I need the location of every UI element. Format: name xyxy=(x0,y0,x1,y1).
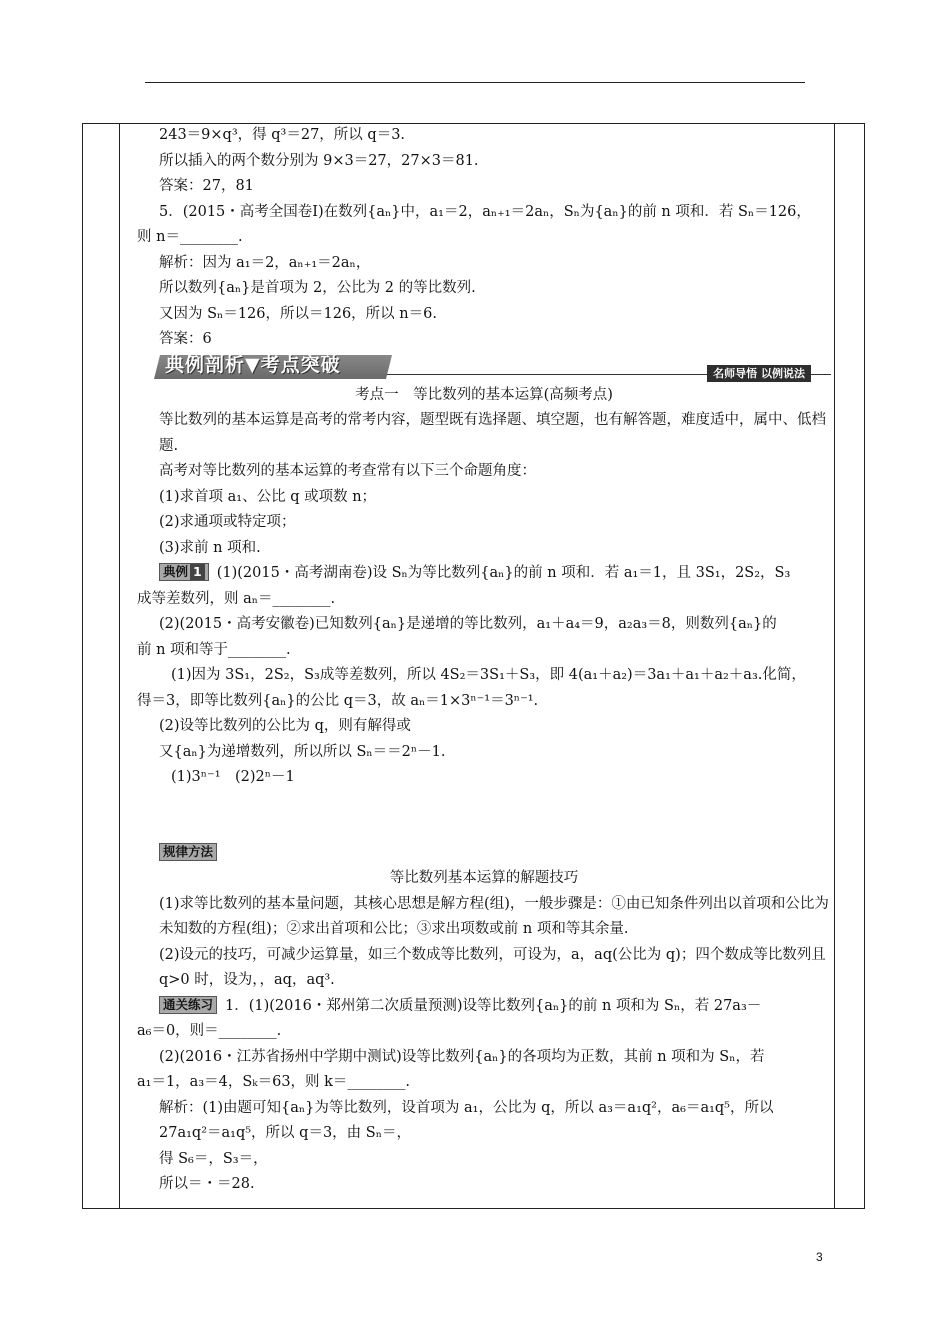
solution-line: (2)设等比数列的公比为 q，则有解得或 xyxy=(159,718,411,734)
practice-solution: 得 S₆＝，S₃＝， xyxy=(159,1150,268,1167)
practice-tag: 通关练习 xyxy=(159,996,217,1014)
text-line: 成等差数列，则 aₙ＝________. xyxy=(137,590,336,607)
text-line: a₁＝1，a₃＝4，Sₖ＝63，则 k＝________. xyxy=(137,1074,411,1090)
angle-item: (2)求通项或特定项； xyxy=(159,514,296,530)
table-left-column-line xyxy=(119,123,120,1209)
method-tag-line xyxy=(137,841,831,867)
problem-5-cont: 则 n＝________. xyxy=(137,229,243,245)
example-answer: (1)3ⁿ⁻¹ (2)2ⁿ－1 xyxy=(171,769,295,785)
method-paragraph: (2)设元的技巧，可减少运算量，如三个数成等比数列，可设为，a，aq(公比为 q)；四个数成等比数列且 q>0 时，设为，，aq，aq³. xyxy=(159,946,826,988)
example-tag-number: 1 xyxy=(190,564,205,580)
spacer xyxy=(137,791,831,841)
section-banner xyxy=(137,355,831,381)
text-line: 解析：因为 a₁＝2，aₙ₊₁＝2aₙ， xyxy=(159,254,371,271)
text-line: 答案：6 xyxy=(159,331,212,347)
method-tag: 规律方法 xyxy=(159,843,217,861)
solution-line: (1)因为 3S₁，2S₂，S₃成等差数列，所以 4S₂＝3S₁＋S₃，即 4(a₁＋a₂)＝3a₁＋a₁＋a₂＋a₃.化简， xyxy=(171,667,806,683)
method-title: 等比数列基本运算的解题技巧 xyxy=(389,870,579,886)
text-line: a₆＝0，则＝________. xyxy=(137,1023,282,1039)
solution-line: 得＝3，即等比数列{aₙ}的公比 q＝3，故 aₙ＝1×3ⁿ⁻¹＝3ⁿ⁻¹. xyxy=(137,692,539,709)
table-right-column-line xyxy=(834,123,835,1209)
header-rule xyxy=(145,82,805,83)
text-line: 所以数列{aₙ}是首项为 2，公比为 2 的等比数列. xyxy=(159,280,476,296)
example-q1-text: (1)(2015・高考湖南卷)设 Sₙ为等比数列{aₙ}的前 n 项和．若 a₁＝1，且 3S₁，2S₂，S₃ xyxy=(216,565,791,581)
practice-question-2: (2)(2016・江苏省扬州中学期中测试)设等比数列{aₙ}的各项均为正数，其前 n 项和为 Sₙ，若 xyxy=(159,1048,765,1065)
practice-solution: 解析：(1)由题可知{aₙ}为等比数列，设首项为 a₁，公比为 q，所以 a₃＝a₁q²，a₆＝a₁q⁵，所以 xyxy=(159,1099,774,1116)
page-number: 3 xyxy=(816,1250,823,1264)
text-line: 又因为 Sₙ＝126，所以＝126，所以 n＝6. xyxy=(159,305,437,322)
practice-q1-text: 1．(1)(2016・郑州第二次质量预测)设等比数列{aₙ}的前 n 项和为 Sₙ，若 27a₃－ xyxy=(225,997,762,1014)
section-intro: 等比数列的基本运算是高考的常考内容，题型既有选择题、填空题，也有解答题，难度适中，属中、低档题. xyxy=(159,412,826,454)
practice-solution: 27a₁q²＝a₁q⁵，所以 q＝3，由 Sₙ＝， xyxy=(159,1125,411,1141)
example-tag-label: 典例 xyxy=(163,564,189,579)
text-line: 答案：27，81 xyxy=(159,178,254,194)
angle-item: (3)求前 n 项和. xyxy=(159,539,261,556)
text-line: 243＝9×q³，得 q³＝27，所以 q＝3. xyxy=(159,127,406,143)
banner-subtitle: 名师导悟 以例说法 xyxy=(707,365,811,382)
text-line: 高考对等比数列的基本运算的考查常有以下三个命题角度： xyxy=(159,463,536,479)
method-paragraph: (1)求等比数列的基本量问题，其核心思想是解方程(组)，一般步骤是：①由已知条件列出以首项和公比为未知数的方程(组)；②求出首项和公比；③求出项数或前 n 项和等其余量. xyxy=(159,895,829,937)
angle-item: (1)求首项 a₁、公比 q 或项数 n； xyxy=(159,488,377,505)
text-line: 前 n 项和等于________. xyxy=(137,641,291,658)
section-heading: 考点一 等比数列的基本运算(高频考点) xyxy=(355,386,613,403)
example-tag xyxy=(159,563,209,581)
text-line: 所以插入的两个数分别为 9×3＝27，27×3＝81. xyxy=(159,152,479,169)
content-cell xyxy=(137,123,831,1198)
banner-title: 典例剖析▼考点突破 xyxy=(165,353,341,376)
example-question-1 xyxy=(137,561,831,587)
example-question-2: (2)(2015・高考安徽卷)已知数列{aₙ}是递增的等比数列，a₁＋a₄＝9，a₂a₃＝8，则数列{aₙ}的 xyxy=(159,616,777,632)
practice-question-1 xyxy=(137,994,831,1020)
problem-5: 5．(2015・高考全国卷Ⅰ)在数列{aₙ}中，a₁＝2，aₙ₊₁＝2aₙ，Sₙ为{aₙ}的前 n 项和．若 Sₙ＝126， xyxy=(159,203,811,220)
practice-solution: 所以＝・＝28. xyxy=(159,1176,255,1192)
solution-line: 又{aₙ}为递增数列，所以所以 Sₙ＝＝2ⁿ－1. xyxy=(159,743,446,760)
